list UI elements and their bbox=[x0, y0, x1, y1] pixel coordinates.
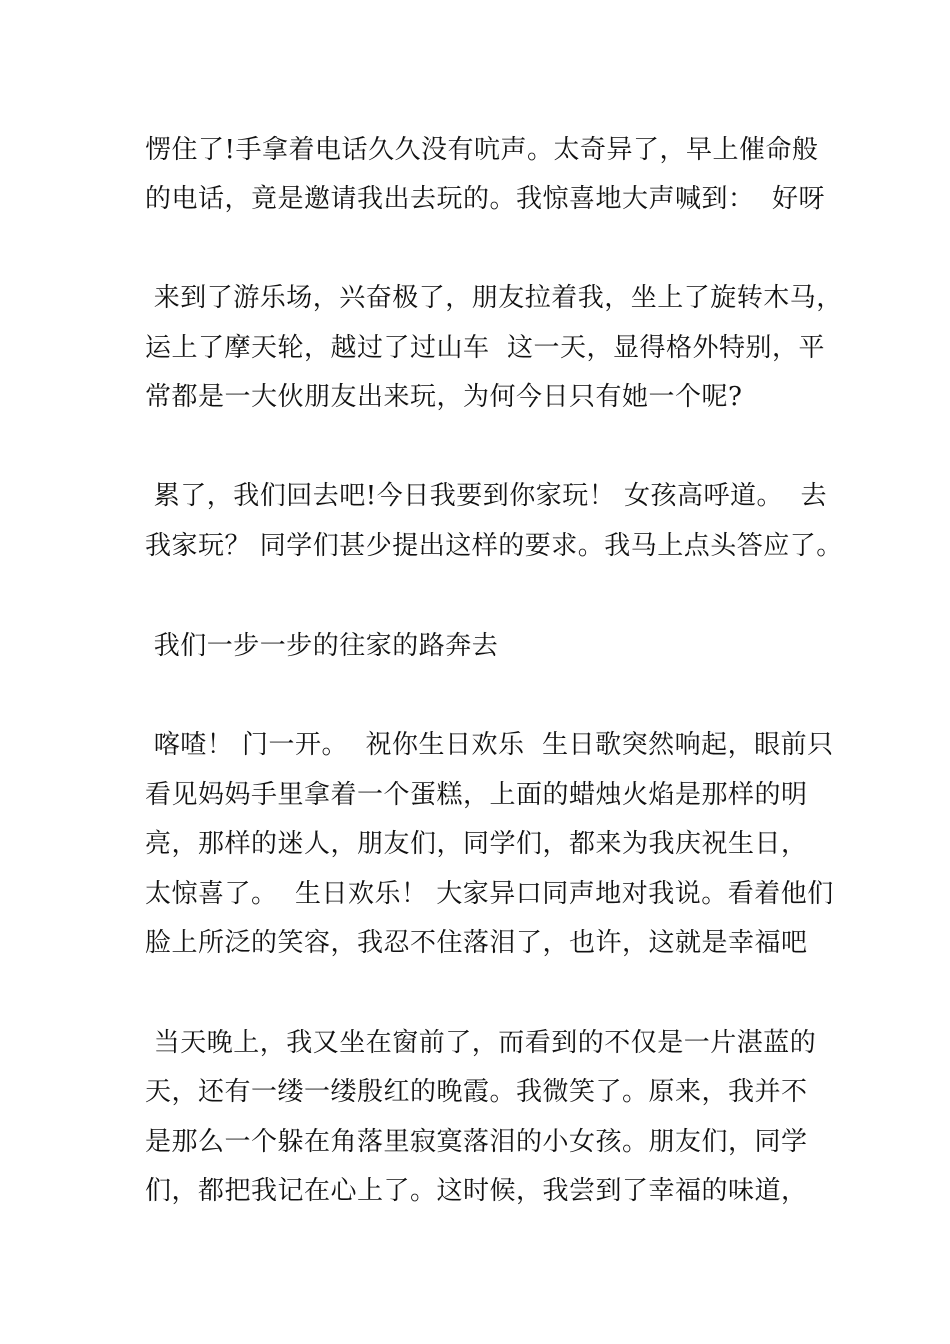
text-line: 喀喳！ 门一开。 祝你生日欢乐 生日歌突然响起，眼前只 bbox=[145, 730, 834, 760]
text-line: 们，都把我记在心上了。这时候，我尝到了幸福的味道， bbox=[145, 1176, 808, 1206]
text-line: 脸上所泛的笑容，我忍不住落泪了，也许，这就是幸福吧 bbox=[145, 928, 808, 958]
text-line: 天，还有一缕一缕殷红的晚霞。我微笑了。原来，我并不 bbox=[145, 1077, 808, 1107]
text-line: 的电话，竟是邀请我出去玩的。我惊喜地大声喊到： 好呀 bbox=[145, 184, 826, 214]
text-line: 来到了游乐场，兴奋极了，朋友拉着我，坐上了旋转木马， bbox=[145, 283, 843, 313]
text-line: 累了，我们回去吧!今日我要到你家玩！ 女孩高呼道。 去 bbox=[145, 481, 828, 511]
text-line: 我们一步一步的往家的路奔去 bbox=[145, 631, 499, 661]
text-line: 常都是一大伙朋友出来玩，为何今日只有她一个呢? bbox=[145, 382, 743, 412]
text-line: 亮，那样的迷人，朋友们，同学们，都来为我庆祝生日， bbox=[145, 829, 808, 859]
text-line: 愣住了!手拿着电话久久没有吭声。太奇异了，早上催命般 bbox=[145, 135, 819, 165]
text-line: 运上了摩天轮，越过了过山车 这一天，显得格外特别，平 bbox=[145, 333, 826, 363]
text-line: 当天晚上，我又坐在窗前了，而看到的不仅是一片湛蓝的 bbox=[145, 1028, 817, 1058]
text-line: 是那么一个躲在角落里寂寞落泪的小女孩。朋友们，同学 bbox=[145, 1127, 808, 1157]
text-line: 看见妈妈手里拿着一个蛋糕，上面的蜡烛火焰是那样的明 bbox=[145, 780, 808, 810]
text-line: 太惊喜了。 生日欢乐！ 大家异口同声地对我说。看着他们 bbox=[145, 879, 834, 909]
text-line: 我家玩？ 同学们甚少提出这样的要求。我马上点头答应了。 bbox=[145, 531, 843, 561]
